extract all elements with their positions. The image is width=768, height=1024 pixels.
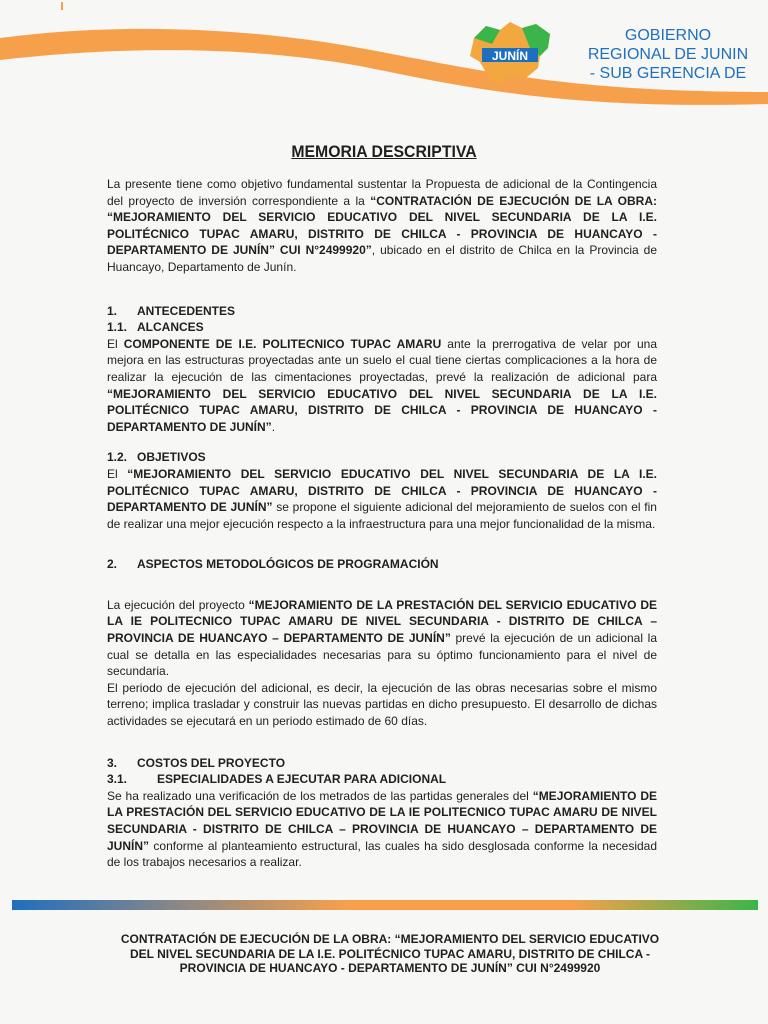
metodologia-paragraph-1: La ejecución del proyecto “MEJORAMIENTO DE LA PRESTACIÓN DEL SERVICIO EDUCATIVO DE LA IE POLITECNICO TUPAC AMARU DE NIVEL SECUNDARIA - DISTRITO DE CHILCA – PROVINCIA DE HUANCAYO – DEPARTAMENTO DE JUNÍN” prevé la ejecución de un adicional la cual se detalla en las especialidades necesarias para su óptimo funcionamiento para el nivel de secundaria. [107, 597, 657, 679]
costos-paragraph: Se ha realizado una verificación de los metrados de las partidas generales del “MEJORAMIENTO DE LA PRESTACIÓN DEL SERVICIO EDUCATIVO DE LA IE POLITECNICO TUPAC AMARU DE NIVEL SECUNDARIA - DISTRITO DE CHILCA – PROVINCIA DE HUANCAYO – DEPARTAMENTO DE JUNÍN” conforme al planteamiento estructural, las cuales ha sido desglosada conforme la necesidad de los trabajos necesarios a realizar. [107, 788, 657, 870]
section-1-heading: 1. ANTECEDENTES [107, 303, 236, 318]
section-2-heading: 2. ASPECTOS METODOLÓGICOS DE PROGRAMACIÓN [107, 557, 439, 572]
agency-line-1: GOBIERNO [624, 27, 712, 44]
footer-color-bar [12, 900, 758, 910]
objetivos-paragraph: El “MEJORAMIENTO DEL SERVICIO EDUCATIVO DEL NIVEL SECUNDARIA DE LA I.E. POLITÉCNICO TUPAC AMARU, DISTRITO DE CHILCA - PROVINCIA DE HUANCAYO - DEPARTAMENTO DE JUNÍN” se propone el siguiente adicional del mejoramiento de suelos con el fin de realizar una mejor ejecución respecto a la infraestructura para una mejor funcionalidad de la misma. [107, 466, 657, 531]
intro-text: La presente tiene como objetivo fundamental sustentar la Propuesta de adicional de la Contingencia del proyecto de inversión correspondiente a la [107, 177, 657, 208]
agency-name [578, 26, 758, 83]
section-1-2-heading: 1.2. OBJETIVOS [107, 450, 206, 465]
document-body [107, 176, 657, 871]
intro-paragraph [107, 176, 657, 276]
section-3-heading: 3. COSTOS DEL PROYECTO [107, 755, 286, 770]
intro-location: , ubicado en el distrito de Chilca en la Provincia de Huancayo, Departamento de Junín. [107, 243, 657, 274]
document-title: MEMORIA DESCRIPTIVA [291, 142, 477, 161]
metodologia-paragraph-2: El periodo de ejecución del adicional, es decir, la ejecución de las obras necesarias sobre el mismo terreno; implica trasladar y construir las nuevas partidas en dicho presupuesto. El desarrollo de dichas actividades se ejecutará en un periodo estimado de 60 días. [107, 680, 657, 729]
section-3-1-heading: 3.1. ESPECIALIDADES A EJECUTAR PARA ADICIONAL [107, 772, 447, 787]
footer-project-title: CONTRATACIÓN DE EJECUCIÓN DE LA OBRA: “MEJORAMIENTO DEL SERVICIO EDUCATIVO DEL NIVEL SECUNDARIA DE LA I.E. POLITÉCNICO TUPAC AMARU, DISTRITO DE CHILCA - PROVINCIA DE HUANCAYO - DEPARTAMENTO DE JUNÍN” CUI N°2499920 [120, 932, 660, 975]
intro-project-name: “CONTRATACIÓN DE EJECUCIÓN DE LA OBRA: “MEJORAMIENTO DEL SERVICIO EDUCATIVO DEL NIVEL SECUNDARIA DE LA I.E. POLITÉCNICO TUPAC AMARU, DISTRITO DE CHILCA - PROVINCIA DE HUANCAYO - DEPARTAMENTO DE JUNÍN” CUI N°2499920” [107, 193, 657, 258]
region-logo [452, 18, 562, 88]
agency-line-2: REGIONAL DE JUNIN [587, 46, 749, 63]
agency-line-3: - SUB GERENCIA DE [589, 65, 747, 82]
section-1-1-heading: 1.1. ALCANCES [107, 320, 204, 335]
logo-text: JUNÍN [491, 49, 529, 63]
alcances-paragraph: El COMPONENTE DE I.E. POLITECNICO TUPAC AMARU ante la prerrogativa de velar por una mejora en las estructuras proyectadas ante un suelo el cual tiene ciertas complicaciones a la hora de realizar la ejecución de las cimentaciones proyectadas, prevé la realización de adicional para “MEJORAMIENTO DEL SERVICIO EDUCATIVO DEL NIVEL SECUNDARIA DE LA I.E. POLITÉCNICO TUPAC AMARU, DISTRITO DE CHILCA - PROVINCIA DE HUANCAYO - DEPARTAMENTO DE JUNÍN”. [107, 336, 657, 434]
